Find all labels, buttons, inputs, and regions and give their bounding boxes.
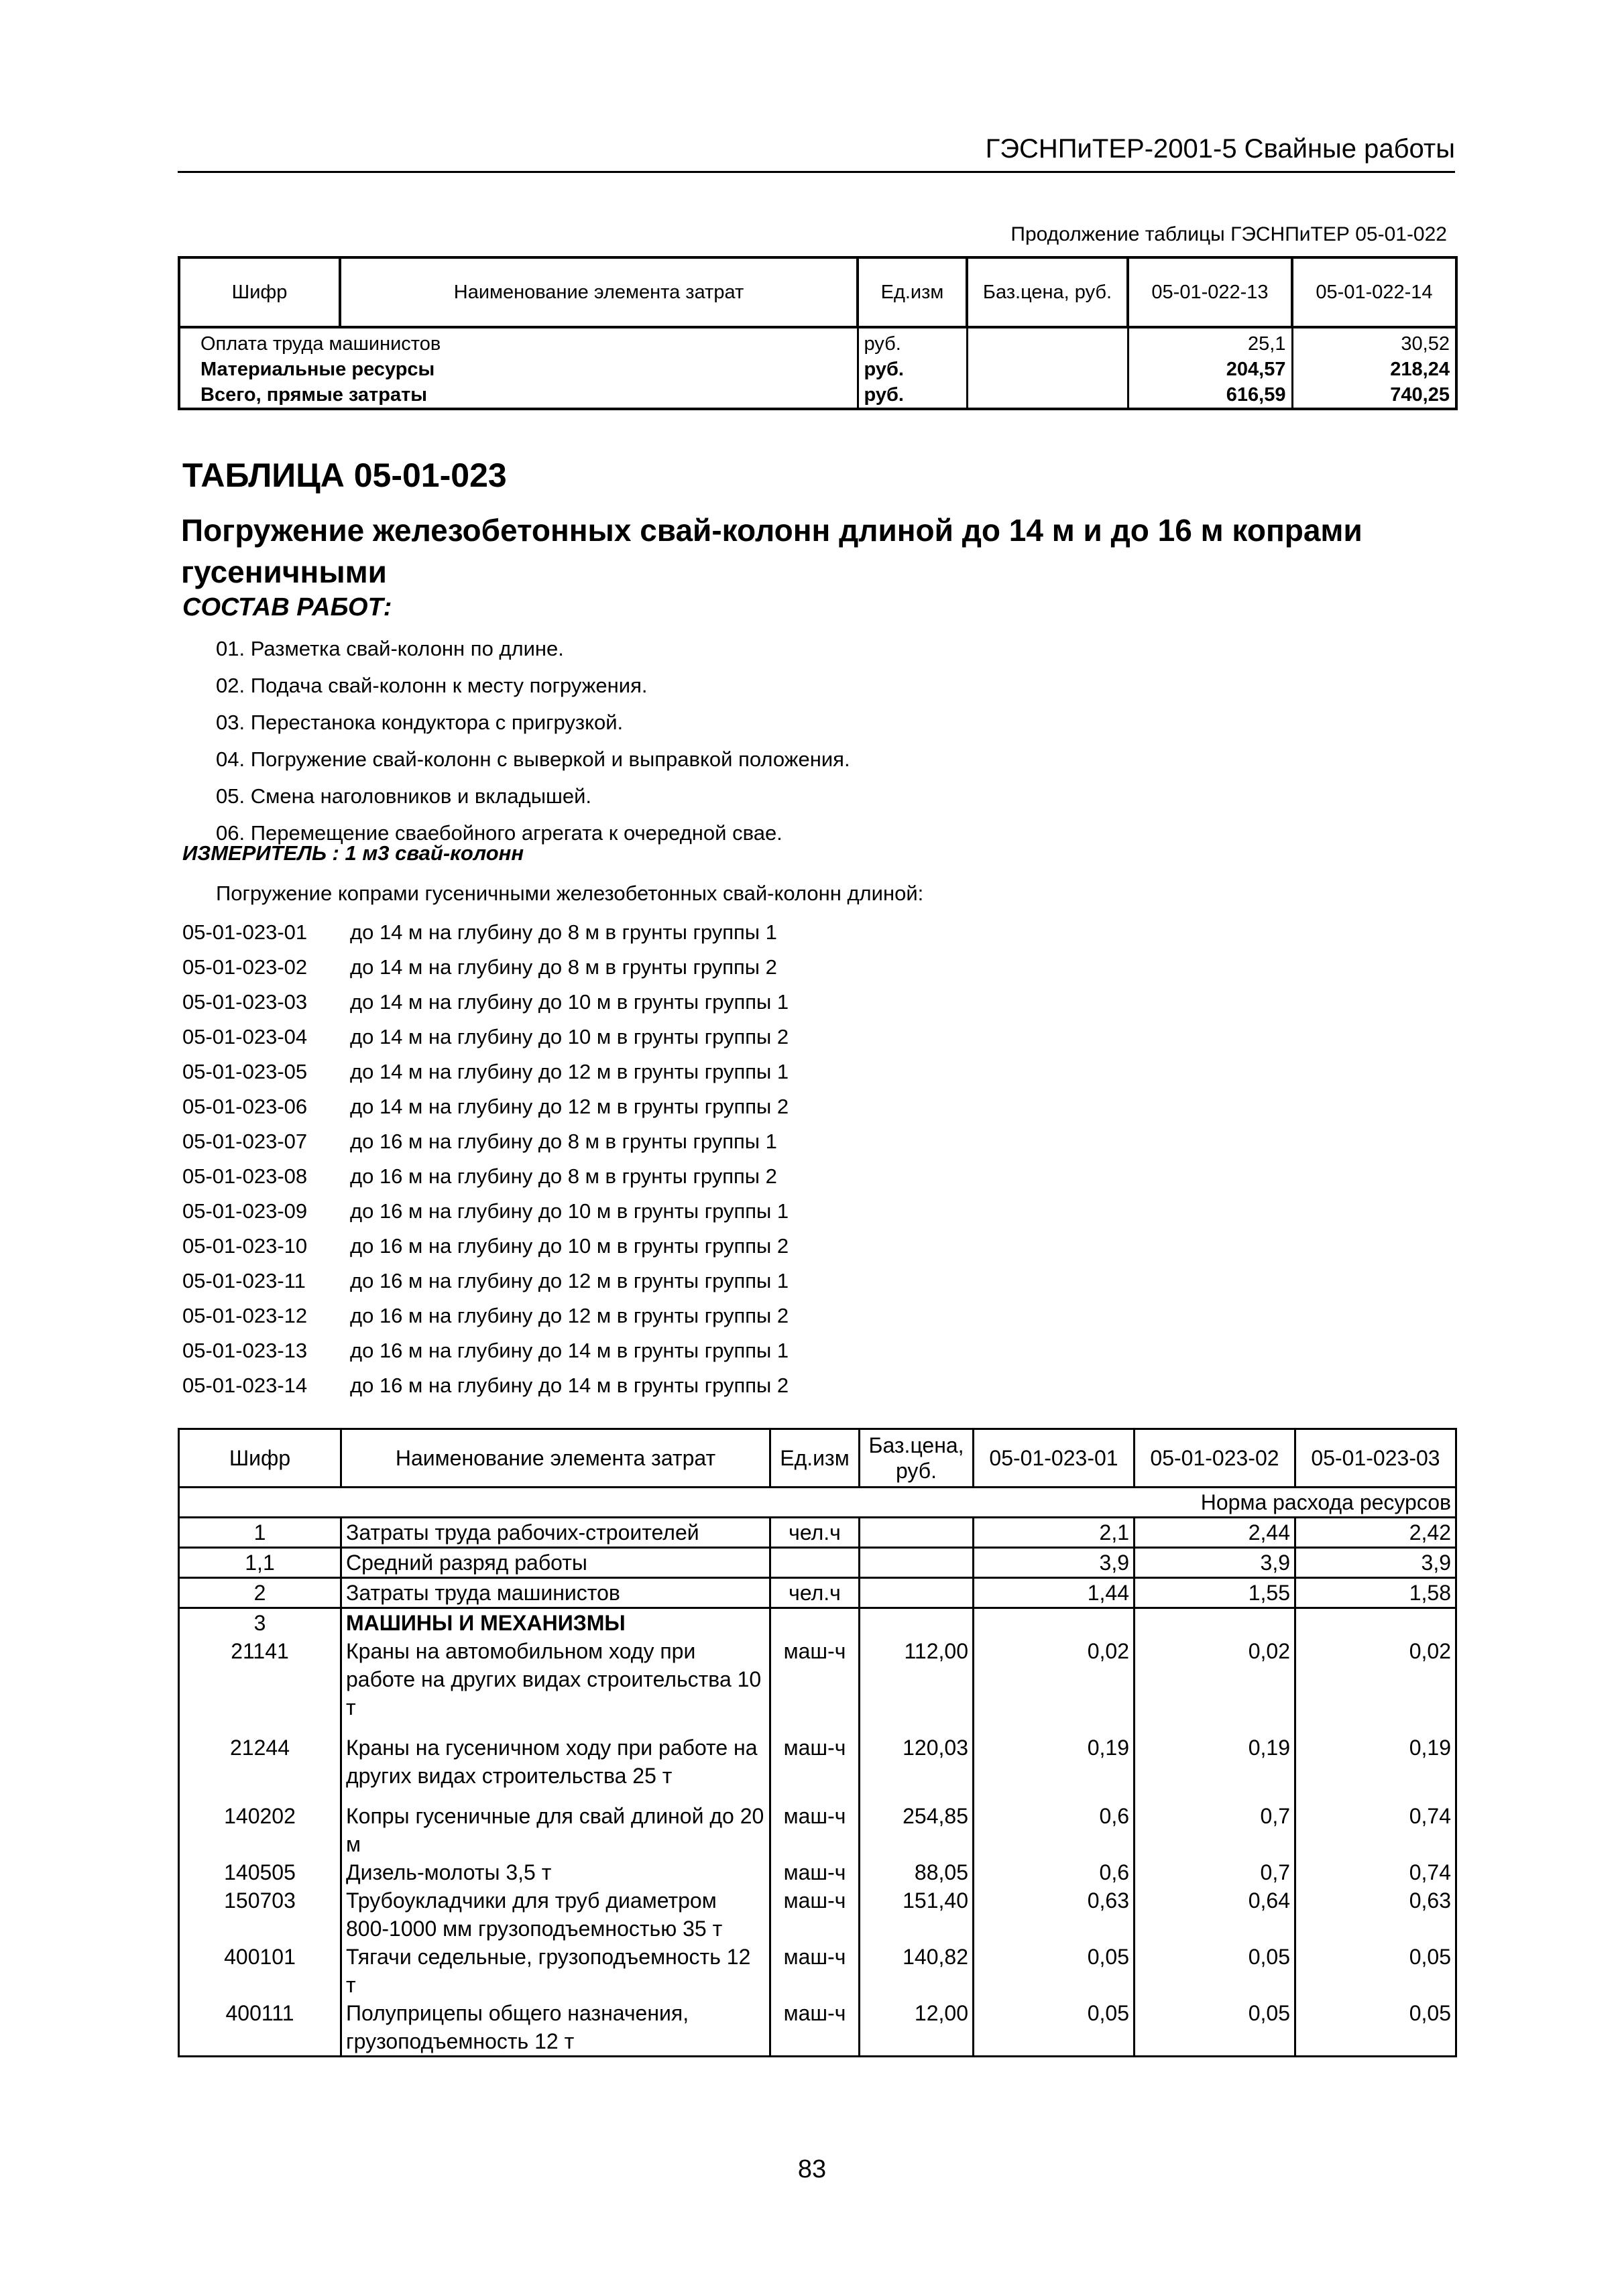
row-value: 0,6	[974, 1858, 1135, 1886]
row-value: 0,05	[974, 1943, 1135, 1999]
work-step: 03. Перестанока кондуктора с пригрузкой.	[216, 711, 624, 734]
row-value: 0,19	[974, 1734, 1135, 1802]
table-row	[179, 1734, 1456, 1802]
item-code: 05-01-023-05	[182, 1060, 308, 1083]
row-name: Трубоукладчики для труб диаметром 800-1000 мм грузоподъемностью 35 т	[341, 1886, 770, 1943]
item-code: 05-01-023-08	[182, 1164, 308, 1188]
row-price: 88,05	[860, 1858, 974, 1886]
item-desc: до 16 м на глубину до 12 м в грунты группы 1	[350, 1269, 789, 1292]
row-value: 0,19	[1135, 1734, 1295, 1802]
row-name: Тягачи седельные, грузоподъемность 12 т	[341, 1943, 770, 1999]
page-header: ГЭСНПиТЕР-2001-5 Свайные работы	[178, 134, 1455, 173]
item-desc: до 16 м на глубину до 10 м в грунты группы 2	[350, 1234, 789, 1258]
row-unit: маш-ч	[770, 1802, 860, 1858]
page-number: 83	[797, 2155, 827, 2183]
row-value: 0,19	[1295, 1734, 1456, 1802]
row-code: 150703	[179, 1886, 341, 1943]
work-step: 04. Погружение свай-колонн с выверкой и выправкой положения.	[216, 747, 850, 771]
header-cell: Баз.цена, руб.	[967, 257, 1128, 327]
work-step: 02. Подача свай-колонн к месту погружения.	[216, 674, 648, 697]
header-cell: 05-01-023-02	[1135, 1429, 1295, 1488]
row-value: 1,58	[1295, 1578, 1456, 1608]
row-price: 151,40	[860, 1886, 974, 1943]
item-desc: до 16 м на глубину до 10 м в грунты группы 1	[350, 1199, 789, 1223]
item-desc: до 16 м на глубину до 14 м в грунты группы 1	[350, 1339, 789, 1362]
row-code: 2	[179, 1578, 341, 1608]
header-cell: Наименование элемента затрат	[341, 1429, 770, 1488]
row-value: 0,64	[1135, 1886, 1295, 1943]
header-cell: Ед.изм	[770, 1429, 860, 1488]
header-cell: 05-01-022-13	[1128, 257, 1292, 327]
row-value: 0,7	[1135, 1802, 1295, 1858]
table-row	[179, 1608, 1456, 1638]
row-unit	[770, 1608, 860, 1638]
row-unit: чел.ч	[770, 1518, 860, 1548]
row-unit: маш-ч	[770, 1999, 860, 2057]
header-cell: Наименование элемента затрат	[340, 257, 858, 327]
list-item	[182, 1333, 789, 1368]
table-subtitle: Погружение железобетонных свай-колонн длиной до 14 м и до 16 м копрами гусеничными	[181, 513, 1362, 589]
table-05-01-023	[178, 1428, 1457, 2057]
list-item	[182, 985, 789, 1020]
item-desc: до 16 м на глубину до 8 м в грунты группы 2	[350, 1164, 777, 1188]
row-value: 1,44	[974, 1578, 1135, 1608]
row-name: МАШИНЫ И МЕХАНИЗМЫ	[341, 1608, 770, 1638]
list-item	[182, 1089, 789, 1124]
item-code: 05-01-023-12	[182, 1304, 308, 1327]
table-05-01-022-continuation	[178, 256, 1458, 410]
row-unit: маш-ч	[770, 1943, 860, 1999]
item-code: 05-01-023-06	[182, 1095, 308, 1118]
header-cell: 05-01-023-03	[1295, 1429, 1456, 1488]
row-unit: маш-ч	[770, 1637, 860, 1734]
table-row	[179, 1802, 1456, 1858]
list-item	[182, 1054, 789, 1089]
row-code: 21244	[179, 1734, 341, 1802]
work-step: 01. Разметка свай-колонн по длине.	[216, 637, 564, 660]
row-value: 0,02	[974, 1637, 1135, 1734]
row-unit: чел.ч	[770, 1578, 860, 1608]
work-steps-list	[216, 630, 850, 851]
row-name: Средний разряд работы	[341, 1548, 770, 1578]
row-value: 0,63	[1295, 1886, 1456, 1943]
list-item	[182, 1194, 789, 1229]
row-code: 140505	[179, 1858, 341, 1886]
unit-cell: руб.	[858, 382, 967, 409]
item-desc: до 16 м на глубину до 14 м в грунты группы 2	[350, 1374, 789, 1397]
item-desc: до 14 м на глубину до 10 м в грунты группы 2	[350, 1025, 789, 1048]
item-code: 05-01-023-13	[182, 1339, 308, 1362]
list-item	[182, 1368, 789, 1403]
list-item	[182, 1020, 789, 1054]
row-unit: маш-ч	[770, 1886, 860, 1943]
table-row	[179, 1999, 1456, 2057]
row-value: 0,05	[1135, 1943, 1295, 1999]
item-code: 05-01-023-11	[182, 1269, 306, 1292]
list-item	[182, 1229, 789, 1264]
row-code: 400101	[179, 1943, 341, 1999]
row-value: 1,55	[1135, 1578, 1295, 1608]
header-cell: Ед.изм	[858, 257, 967, 327]
list-item	[182, 950, 789, 985]
value-cell: 30,52	[1292, 327, 1456, 357]
row-unit: маш-ч	[770, 1858, 860, 1886]
item-code: 05-01-023-01	[182, 920, 308, 944]
item-code: 05-01-023-10	[182, 1234, 308, 1258]
work-step: 05. Смена наголовников и вкладышей.	[216, 784, 592, 808]
row-value: 0,74	[1295, 1802, 1456, 1858]
row-value	[1295, 1608, 1456, 1638]
header-cell: 05-01-022-14	[1292, 257, 1456, 327]
list-item	[182, 1298, 789, 1333]
row-value: 0,6	[974, 1802, 1135, 1858]
header-cell: 05-01-023-01	[974, 1429, 1135, 1488]
item-desc: до 14 м на глубину до 12 м в грунты группы 1	[350, 1060, 789, 1083]
row-value: 0,05	[1295, 1999, 1456, 2057]
row-price: 140,82	[860, 1943, 974, 1999]
row-value: 0,63	[974, 1886, 1135, 1943]
cost-name: Материальные ресурсы	[179, 357, 858, 382]
row-code: 1,1	[179, 1548, 341, 1578]
work-composition-label: СОСТАВ РАБОТ:	[182, 593, 392, 621]
header-cell: Шифр	[179, 1429, 341, 1488]
unit-cell: руб.	[858, 357, 967, 382]
item-desc: до 14 м на глубину до 12 м в грунты группы 2	[350, 1095, 789, 1118]
row-price: 120,03	[860, 1734, 974, 1802]
table-row	[179, 1518, 1456, 1548]
row-name: Краны на автомобильном ходу при работе на других видах строительства 10 т	[341, 1637, 770, 1734]
row-price	[860, 1608, 974, 1638]
row-value: 3,9	[1135, 1548, 1295, 1578]
row-unit	[770, 1548, 860, 1578]
row-name: Затраты труда рабочих-строителей	[341, 1518, 770, 1548]
price-cell	[967, 327, 1128, 357]
list-item	[182, 915, 789, 950]
item-code: 05-01-023-09	[182, 1199, 308, 1223]
item-desc: до 16 м на глубину до 8 м в грунты группы 1	[350, 1130, 777, 1153]
measurement-unit: ИЗМЕРИТЕЛЬ : 1 м3 свай-колонн	[182, 841, 524, 865]
header-cell: Шифр	[179, 257, 340, 327]
row-value: 0,02	[1295, 1637, 1456, 1734]
row-value: 0,05	[1295, 1943, 1456, 1999]
item-desc: до 14 м на глубину до 8 м в грунты группы 1	[350, 920, 777, 944]
table-row	[179, 1943, 1456, 1999]
row-code: 1	[179, 1518, 341, 1548]
table-row	[179, 1858, 1456, 1886]
list-item	[182, 1124, 789, 1159]
row-code: 400111	[179, 1999, 341, 2057]
code-list	[182, 915, 789, 1403]
value-cell: 25,1	[1128, 327, 1292, 357]
work-step: 06. Перемещение сваебойного агрегата к очередной свае.	[216, 821, 782, 845]
unit-cell: руб.	[858, 327, 967, 357]
row-code: 140202	[179, 1802, 341, 1858]
value-cell: 218,24	[1292, 357, 1456, 382]
continuation-title: Продолжение таблицы ГЭСНПиТЕР 05-01-022	[1010, 223, 1447, 245]
row-price: 254,85	[860, 1802, 974, 1858]
table-row	[179, 1637, 1456, 1734]
item-code: 05-01-023-04	[182, 1025, 308, 1048]
row-name: Копры гусеничные для свай длиной до 20 м	[341, 1802, 770, 1858]
codes-intro: Погружение копрами гусеничными железобетонных свай-колонн длиной:	[216, 882, 924, 905]
value-cell: 616,59	[1128, 382, 1292, 409]
list-item	[182, 1264, 789, 1298]
row-price	[860, 1518, 974, 1548]
table-row	[179, 1548, 1456, 1578]
item-desc: до 14 м на глубину до 8 м в грунты группы 2	[350, 955, 777, 979]
table-row	[179, 1578, 1456, 1608]
row-name: Дизель-молоты 3,5 т	[341, 1858, 770, 1886]
row-name: Полуприцепы общего назначения, грузоподъемность 12 т	[341, 1999, 770, 2057]
row-value: 0,05	[974, 1999, 1135, 2057]
row-value: 0,02	[1135, 1637, 1295, 1734]
table-row	[179, 382, 1456, 409]
header-cell: Баз.цена, руб.	[860, 1429, 974, 1488]
row-value: 0,05	[1135, 1999, 1295, 2057]
value-cell: 204,57	[1128, 357, 1292, 382]
cost-name: Всего, прямые затраты	[179, 382, 858, 409]
row-code: 3	[179, 1608, 341, 1638]
list-item	[182, 1159, 789, 1194]
row-value: 2,42	[1295, 1518, 1456, 1548]
value-cell: 740,25	[1292, 382, 1456, 409]
row-price	[860, 1548, 974, 1578]
table-row	[179, 327, 1456, 357]
row-name: Краны на гусеничном ходу при работе на других видах строительства 25 т	[341, 1734, 770, 1802]
row-value: 3,9	[974, 1548, 1135, 1578]
price-cell	[967, 382, 1128, 409]
cost-name: Оплата труда машинистов	[179, 327, 858, 357]
row-price	[860, 1578, 974, 1608]
item-code: 05-01-023-02	[182, 955, 308, 979]
price-cell	[967, 357, 1128, 382]
row-value: 2,44	[1135, 1518, 1295, 1548]
item-desc: до 16 м на глубину до 12 м в грунты группы 2	[350, 1304, 789, 1327]
row-value: 0,74	[1295, 1858, 1456, 1886]
row-value: 2,1	[974, 1518, 1135, 1548]
table-row	[179, 357, 1456, 382]
row-value	[1135, 1608, 1295, 1638]
item-code: 05-01-023-07	[182, 1130, 308, 1153]
item-code: 05-01-023-03	[182, 990, 308, 1014]
row-value: 0,7	[1135, 1858, 1295, 1886]
row-price: 12,00	[860, 1999, 974, 2057]
row-value: 3,9	[1295, 1548, 1456, 1578]
item-desc: до 14 м на глубину до 10 м в грунты группы 1	[350, 990, 789, 1014]
row-price: 112,00	[860, 1637, 974, 1734]
item-code: 05-01-023-14	[182, 1374, 308, 1397]
row-name: Затраты труда машинистов	[341, 1578, 770, 1608]
row-code: 21141	[179, 1637, 341, 1734]
table-row	[179, 1886, 1456, 1943]
table-title: ТАБЛИЦА 05-01-023	[182, 457, 507, 494]
row-unit: маш-ч	[770, 1734, 860, 1802]
norm-label: Норма расхода ресурсов	[179, 1488, 1456, 1518]
row-value	[974, 1608, 1135, 1638]
